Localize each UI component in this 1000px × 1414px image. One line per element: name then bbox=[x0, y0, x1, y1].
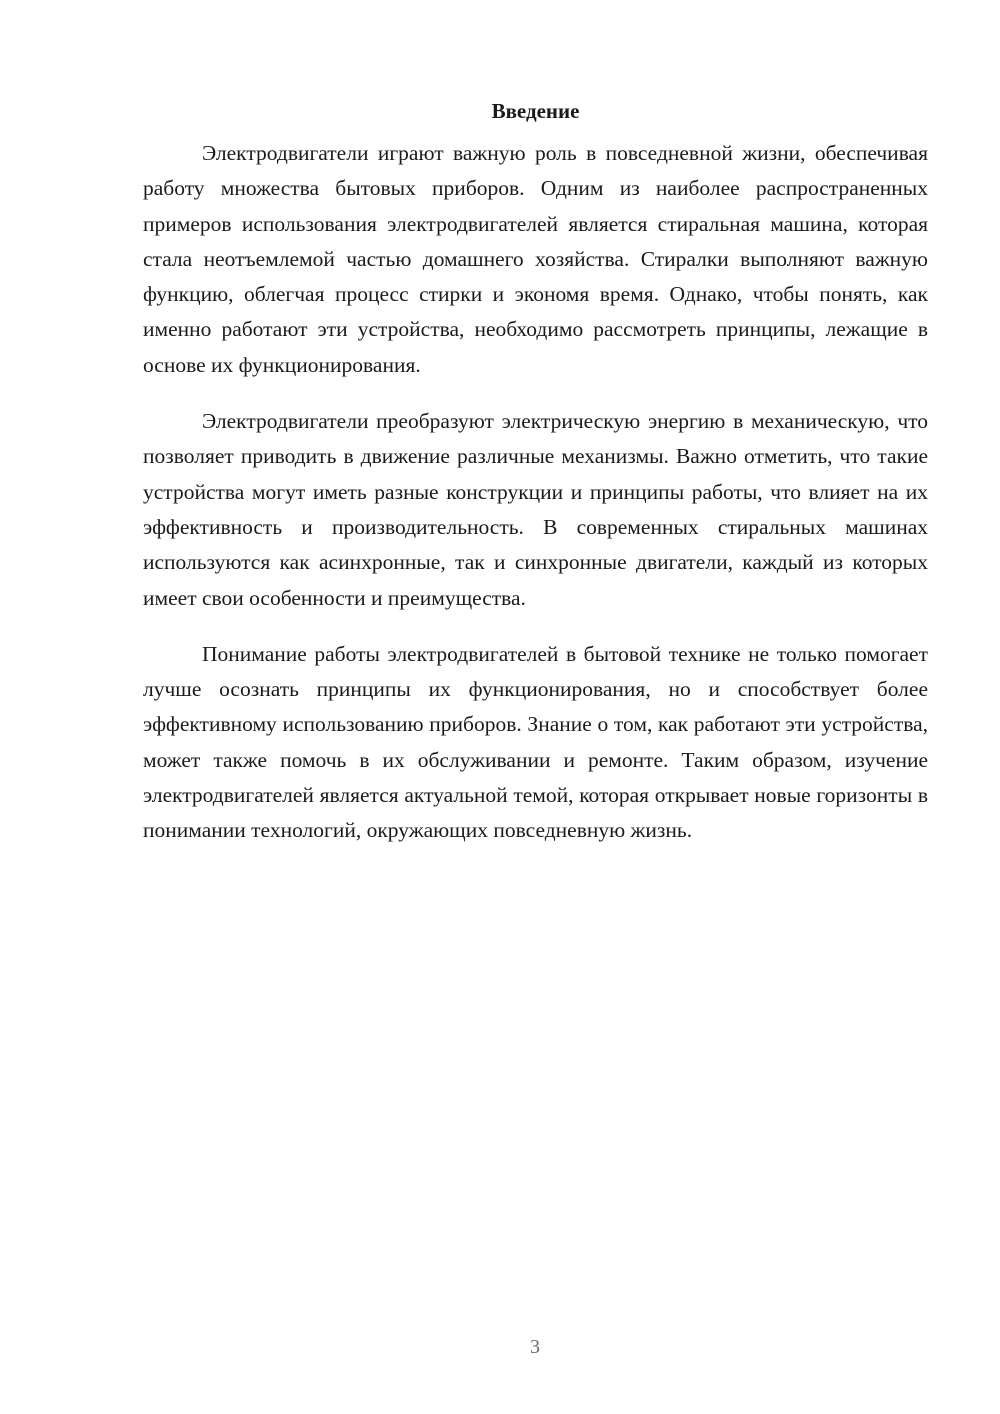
paragraph-1: Электродвигатели играют важную роль в повседневной жизни, обеспечивая работу множества бытовых приборов. Одним из наиболее распространенных примеров использования электродвигателей является стиральная машина, которая стала неотъемлемой частью домашнего хозяйства. Стиралки выполняют важную функцию, облегчая процесс стирки и экономя время. Однако, чтобы понять, как именно работают эти устройства, необходимо рассмотреть принципы, лежащие в основе их функционирования. bbox=[143, 141, 928, 377]
paragraph-2: Электродвигатели преобразуют электрическую энергию в механическую, что позволяет приводить в движение различные механизмы. Важно отметить, что такие устройства могут иметь разные конструкции и принципы работы, что влияет на их эффективность и производительность. В современных стиральных машинах используются как асинхронные, так и синхронные двигатели, каждый из которых имеет свои особенности и преимущества. bbox=[143, 409, 928, 610]
paragraph-3: Понимание работы электродвигателей в бытовой технике не только помогает лучше осознать принципы их функционирования, но и способствует более эффективному использованию приборов. Знание о том, как работают эти устройства, может также помочь в их обслуживании и ремонте. Таким образом, изучение электродвигателей является актуальной темой, которая открывает новые горизонты в понимании технологий, окружающих повседневную жизнь. bbox=[143, 641, 928, 843]
page-content bbox=[143, 96, 928, 870]
page-number: 3 bbox=[530, 1336, 540, 1358]
section-title: Введение bbox=[491, 99, 580, 123]
